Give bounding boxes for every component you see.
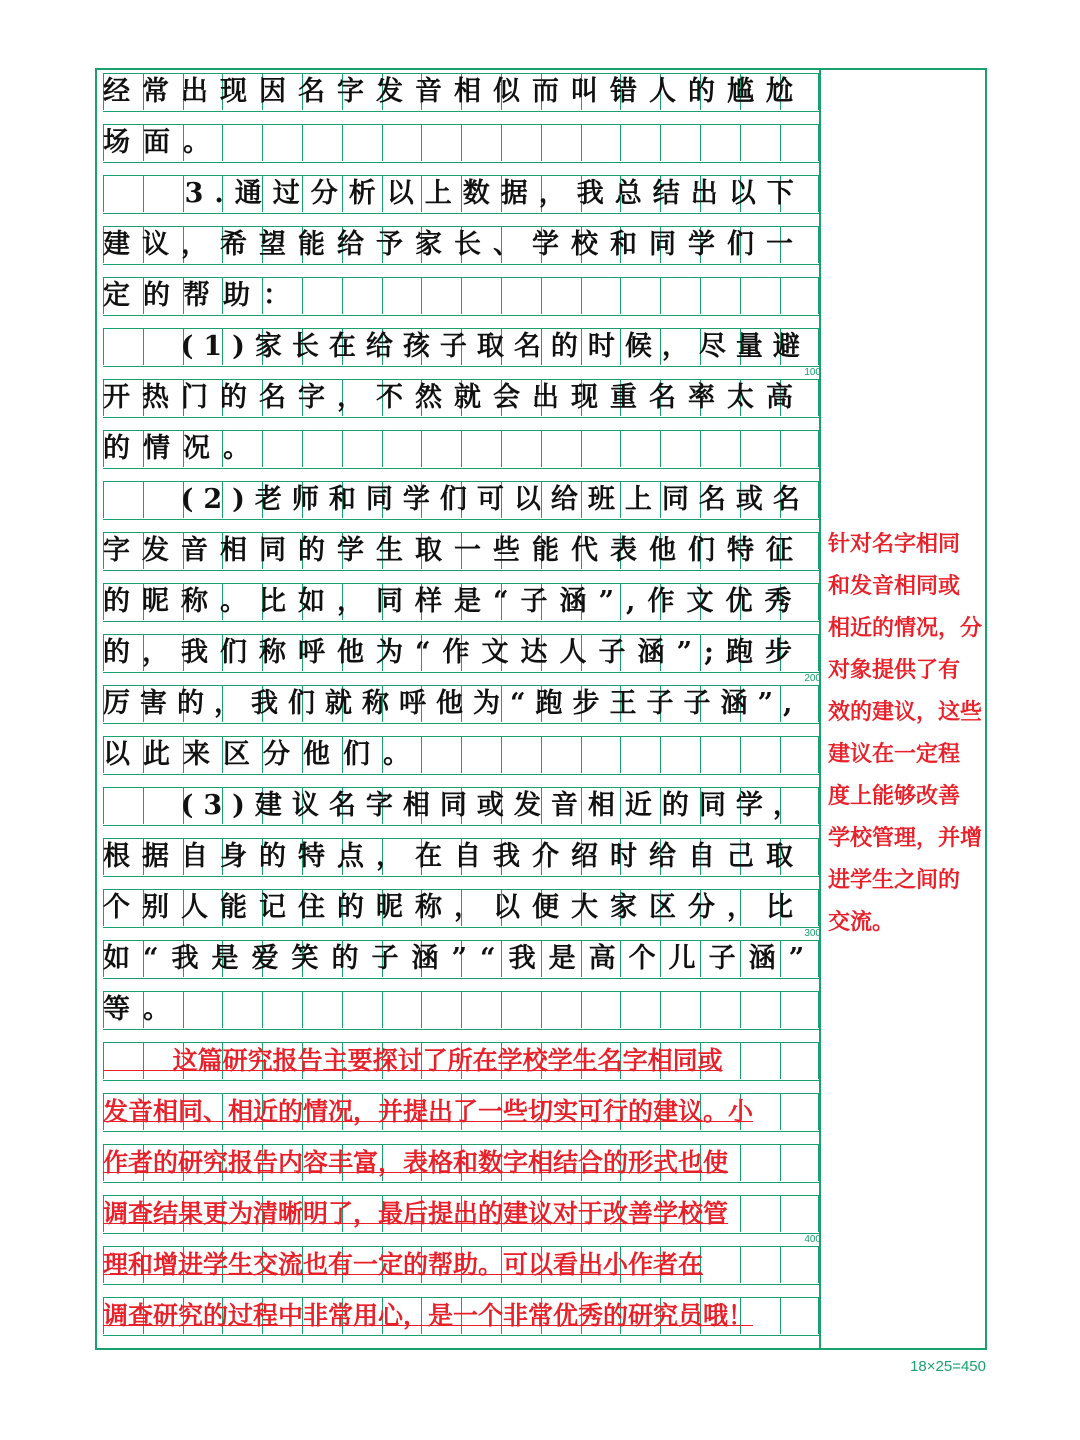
composition-grid: [103, 73, 819, 1348]
grid-row: [103, 1195, 821, 1245]
grid-row: [103, 685, 819, 724]
margin-comment-line: 交流。: [828, 910, 895, 935]
teacher-comment-line: 调查研究的过程中非常用心，是一个非常优秀的研究员哦！: [103, 1301, 754, 1330]
grid-row: [103, 1093, 819, 1132]
grid-row: [103, 991, 819, 1030]
essay-line: 的情况。: [103, 433, 263, 464]
essay-line: (2)老师和同学们可以给班上同名或名: [103, 484, 810, 515]
grid-row: [103, 124, 819, 163]
grid-row: [103, 634, 821, 684]
essay-line: (1)家长在给孩子取名的时候，尽量避: [103, 331, 810, 362]
char-count-marker: 100: [804, 367, 821, 378]
teacher-comment-line: 作者的研究报告内容丰富，表格和数字相结合的形式也使: [103, 1148, 729, 1177]
grid-row: [103, 1297, 819, 1336]
grid-row: [103, 838, 819, 877]
teacher-comment-line: 发音相同、相近的情况，并提出了一些切实可行的建议。小: [103, 1097, 754, 1126]
teacher-comment-line: 调查结果更为清晰明了，最后提出的建议对于改善学校管: [103, 1199, 729, 1228]
grid-row: [103, 532, 819, 571]
essay-line: 以此来区分他们。: [103, 739, 423, 770]
essay-line: (3)建议名字相同或发音相近的同学，: [103, 790, 810, 821]
essay-line: 的昵称。比如，同样是“子涵”,作文优秀: [103, 586, 804, 617]
grid-row: [103, 379, 819, 418]
margin-comment-line: 效的建议，这些: [828, 700, 983, 725]
essay-line: 经常出现因名字发音相似而叫错人的尴尬: [103, 76, 805, 107]
grid-row: [103, 226, 819, 265]
grid-row: [103, 277, 819, 316]
essay-line: 字发音相同的学生取一些能代表他们特征: [103, 535, 805, 566]
essay-line: 根据自身的特点，在自我介绍时给自己取: [103, 841, 805, 872]
grid-row: [103, 481, 819, 520]
grid-row: [103, 1144, 819, 1183]
grid-row: [103, 73, 819, 112]
essay-line: 个别人能记住的昵称，以便大家区分，比: [103, 892, 805, 923]
grid-row: [103, 889, 821, 939]
margin-comment-line: 建议在一定程: [828, 742, 961, 767]
teacher-comment-line: 这篇研究报告主要探讨了所在学校学生名字相同或: [103, 1046, 723, 1075]
grid-row: [103, 328, 821, 378]
grid-row: [103, 583, 819, 622]
grid-row: [103, 175, 819, 214]
grid-row: [103, 1042, 819, 1081]
grid-row: [103, 430, 819, 469]
teacher-comment-line: 理和增进学生交流也有一定的帮助。可以看出小作者在: [103, 1250, 704, 1279]
margin-comment: [828, 524, 988, 944]
essay-line: 场面。: [103, 127, 223, 158]
essay-line: 3.通过分析以上数据，我总结出以下: [103, 178, 805, 209]
grid-spec-label: 18×25=450: [910, 1358, 986, 1375]
char-count-marker: 300: [804, 928, 821, 939]
essay-line: 开热门的名字，不然就会出现重名率太高: [103, 382, 805, 413]
essay-line: 如“我是爱笑的子涵”“我是高个儿子涵”: [103, 943, 818, 974]
grid-row: [103, 940, 819, 979]
margin-comment-line: 对象提供了有: [828, 658, 961, 683]
essay-line: 等。: [103, 994, 183, 1025]
margin-comment-line: 和发音相同或: [828, 574, 961, 599]
essay-line: 建议，希望能给予家长、学校和同学们一: [103, 229, 805, 260]
essay-line: 的，我们称呼他为“作文达人子涵”;跑步: [103, 637, 805, 668]
char-count-marker: 400: [804, 1234, 821, 1245]
grid-row: [103, 787, 819, 826]
margin-comment-line: 学校管理，并增: [828, 826, 983, 851]
grid-row: [103, 736, 819, 775]
essay-line: 厉害的，我们就称呼他为“跑步王子子涵”,: [103, 688, 803, 719]
essay-line: 定的帮助：: [103, 280, 303, 311]
margin-comment-line: 针对名字相同: [828, 532, 961, 557]
margin-comment-line: 相近的情况，分: [828, 616, 983, 641]
margin-comment-line: 度上能够改善: [828, 784, 961, 809]
margin-comment-line: 进学生之间的: [828, 868, 961, 893]
grid-row: [103, 1246, 819, 1285]
char-count-marker: 200: [804, 673, 821, 684]
